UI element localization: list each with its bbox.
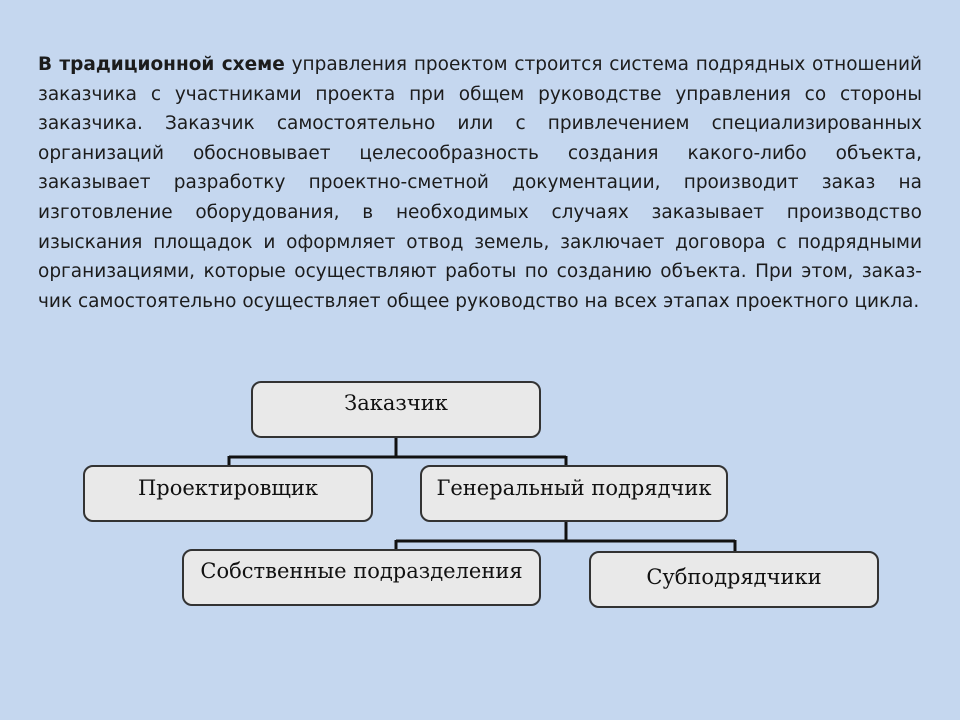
lead-bold-term: традиционной схеме (59, 54, 285, 75)
node-designer (83, 465, 373, 522)
lead-bold-b (38, 54, 59, 75)
paragraph-body: управления проектом строится система подрядных отношений заказчика с участниками проекта при общем руководстве управления со стороны заказчика. Заказчик самостоятельно или с привлечением специализированных организаций обосновывает целесообразность создания какого-либо объекта, заказывает разработку проектно-сметной документации, производит заказ на изготовление оборудования, в необходимых случаях заказывает производство изыскания площадок и оформляет отвод земель, заключает договора с подрядными организациями, которые осуществляют работы по созданию объекта. При этом, заказ-чик самостоятельно осуществляет общее руководство на всех этапах проектного цикла. (38, 54, 923, 312)
description-paragraph (38, 50, 922, 316)
node-subcontractors-label: Субподрядчики (646, 565, 822, 589)
node-own-divisions-label: Собственные подразделения (200, 559, 523, 583)
node-subcontractors (589, 551, 879, 608)
node-general-contractor (420, 465, 728, 522)
node-customer (251, 381, 541, 438)
node-general-contractor-label: Генеральный подрядчик (436, 476, 712, 500)
lead-prefix: В (38, 54, 60, 75)
node-customer-label: Заказчик (344, 391, 448, 415)
node-own-divisions (182, 549, 541, 606)
node-designer-label: Проектировщик (137, 476, 319, 500)
